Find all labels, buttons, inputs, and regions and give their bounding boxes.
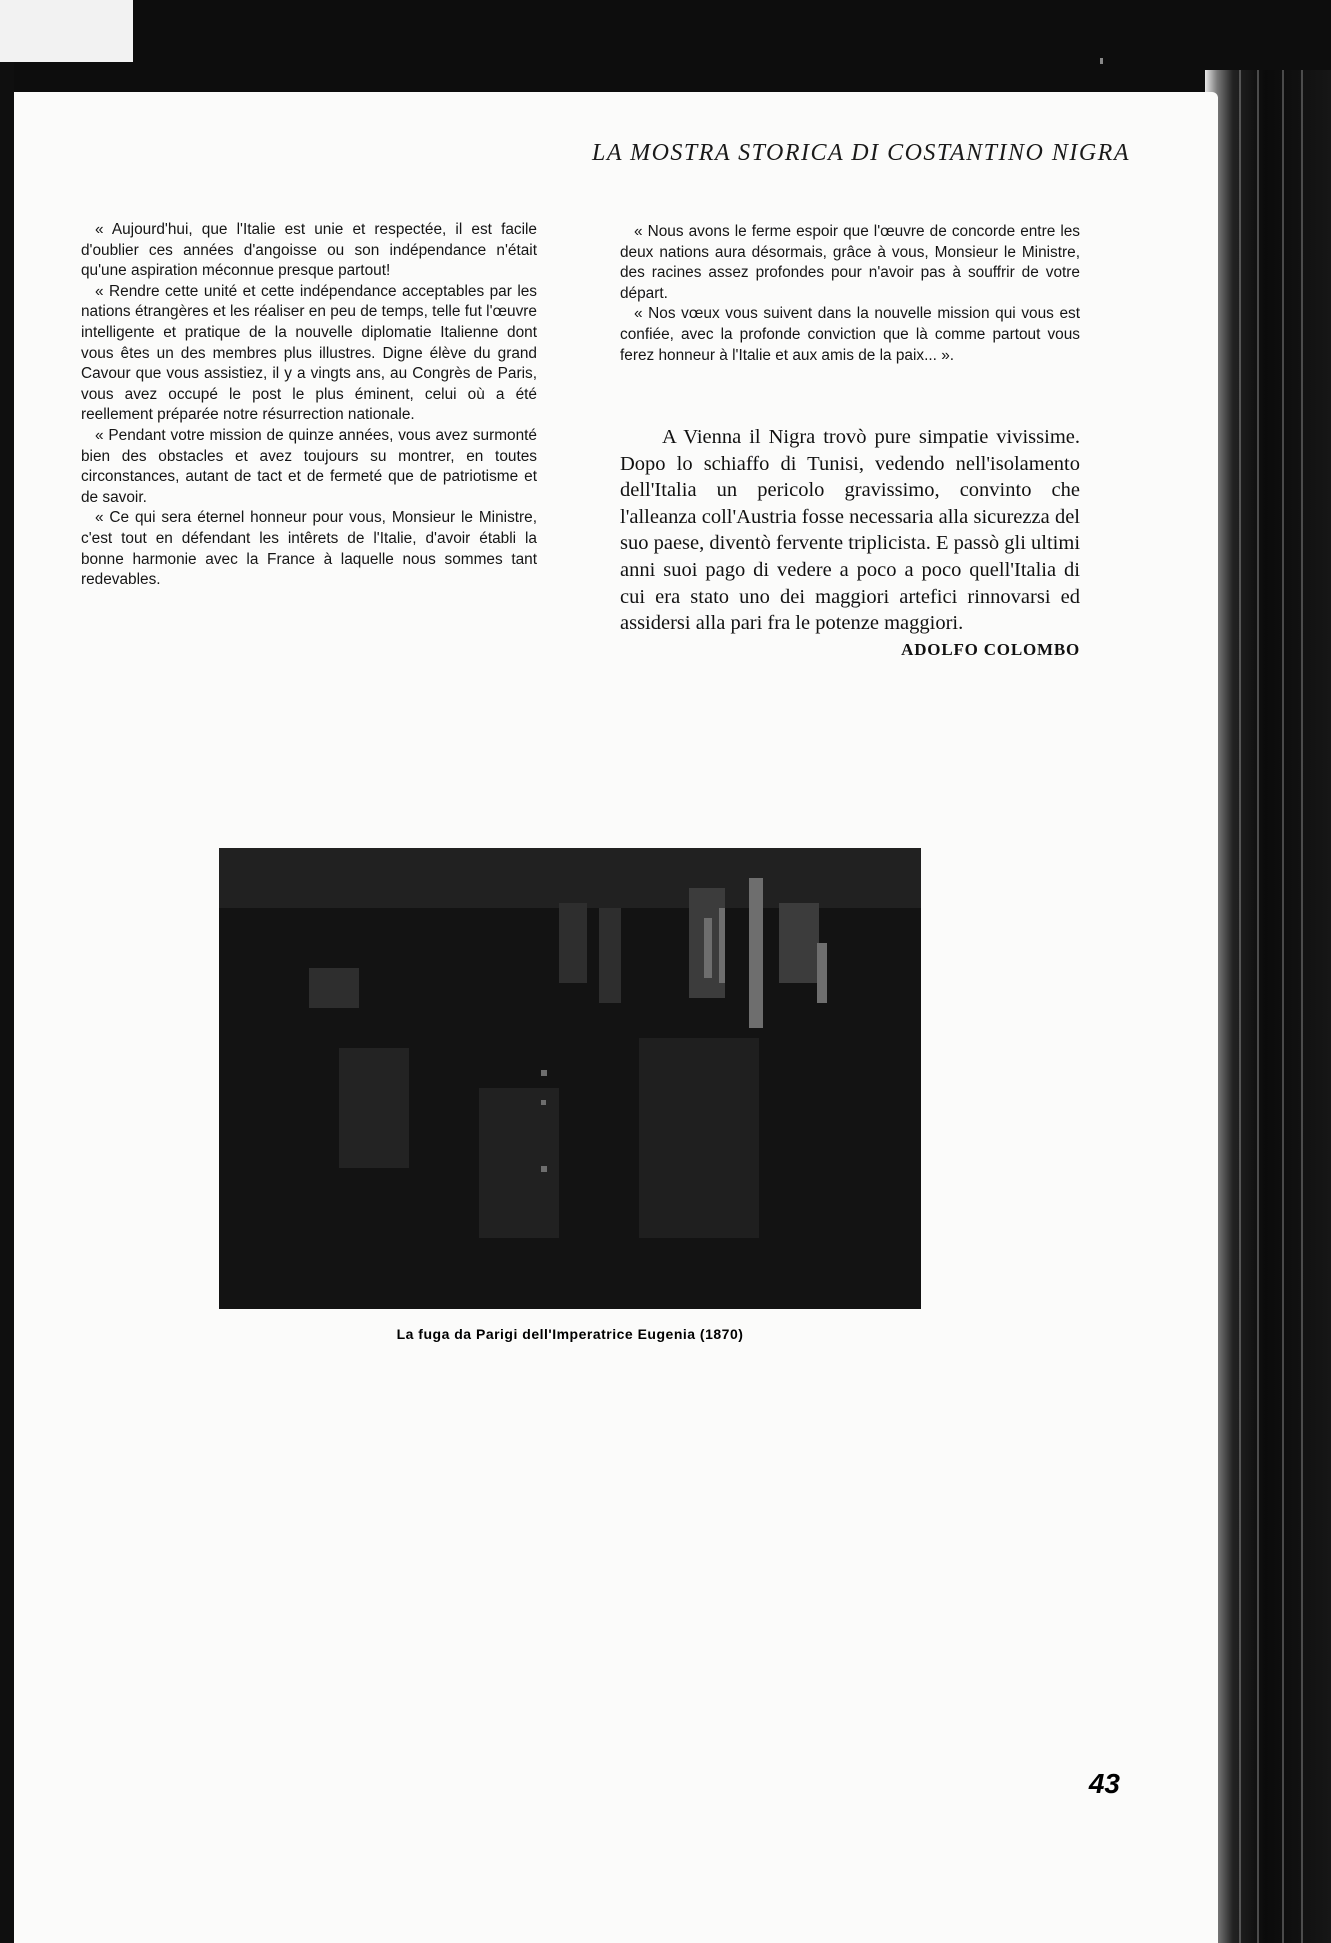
right-column-body [620,424,1080,637]
paragraph: « Aujourd'hui, que l'Italie est unie et respectée, il est facile d'oublier ces années d'angoisse ou son indépendance n'était qu'une aspiration méconnue presque partout! [81,221,537,280]
paragraph: « Nos vœux vous suivent dans la nouvelle mission qui vous est confiée, avec la profonde conviction que là comme partout vous ferez honneur à l'Italie et aux amis de la paix... ». [620,305,1080,364]
left-column-text [81,220,537,591]
page-number: 43 [1088,1768,1120,1799]
photo-caption: La fuga da Parigi dell'Imperatrice Eugenia (1870) [396,1326,744,1342]
scan-corner-tab [0,0,133,62]
paragraph: « Rendre cette unité et cette indépendance acceptables par les nations étrangères et les réaliser en peu de temps, telle fut l'œuvre intelligente et pratique de la nouvelle diplomatie Italienne dont vous êtes un des membres plus illustres. Digne élève du grand Cavour que vous assistiez, il y a vingts ans, au Congrès de Paris, vous avez occupé le post le plus éminent, celui où a été reellement préparée notre résurrection nationale. [81,282,537,424]
scan-top-border [0,0,1331,95]
scan-speck [1100,58,1103,64]
scan-left-border [0,62,14,1943]
paragraph: « Ce qui sera éternel honneur pour vous, Monsieur le Ministre, c'est tout en défendant les intêrets de l'Italie, d'avoir établi la bonne harmonie avec la France à laquelle nous sommes tant redevables. [81,509,537,589]
running-head: LA MOSTRA STORICA DI COSTANTINO NIGRA [592,140,1130,166]
right-column-quote [620,222,1080,366]
book-spine-edge [1205,70,1331,1943]
author-signature: ADOLFO COLOMBO [901,640,1080,659]
paragraph: « Nous avons le ferme espoir que l'œuvre de concorde entre les deux nations aura désormais, grâce à vous, Monsieur le Ministre, des racines assez profondes pour n'avoir pas à souffrir de votre départ. [620,223,1080,302]
paragraph: « Pendant votre mission de quinze années, vous avez surmonté bien des obstacles et avez toujours su montrer, en toutes circonstances, autant de tact et de fermeté que de patriotisme et de savoir. [81,426,537,506]
paragraph: A Vienna il Nigra trovò pure simpatie vivissime. Dopo lo schiaffo di Tunisi, vedendo nell'isolamento dell'Italia un pericolo gravissimo, convinto che l'alleanza coll'Austria fosse necessaria alla sicurezza del suo paese, diventò fervente triplicista. E passò gli ultimi anni suoi pago di vedere a poco a poco quell'Italia di cui era stato uno dei maggiori artefici rinnovarsi ed assidersi alla pari fra le potenze maggiori. [620,426,1081,635]
historical-photo [219,848,921,1309]
